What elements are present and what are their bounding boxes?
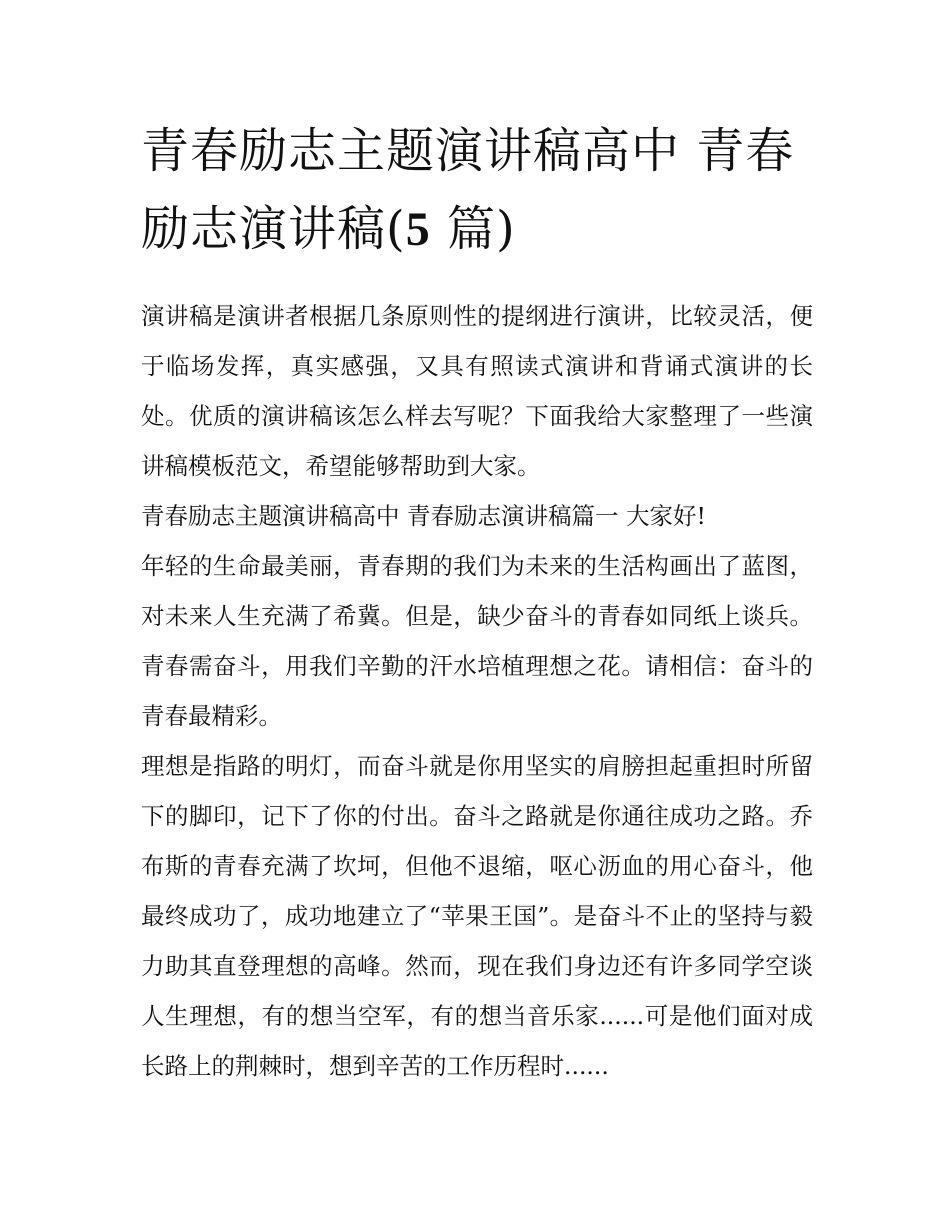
body-paragraph: 理想是指路的明灯，而奋斗就是你用坚实的肩膀担起重担时所留下的脚印，记下了你的付出。奋斗之路就是你通往成功之路。乔布斯的青春充满了坎坷，但他不退缩，呕心沥血的用心奋斗，他最终成功了，成功地建立了“苹果王国”。是奋斗不止的坚持与毅力助其直登理想的高峰。然而，现在我们身边还有许多同学空谈人生理想，有的想当空军，有的想当音乐家......可是他们面对成长路上的荆棘时，想到辛苦的工作历程时...... (141, 752, 813, 1080)
intro-paragraph: 演讲稿是演讲者根据几条原则性的提纲进行演讲，比较灵活，便于临场发挥，真实感强，又具有照读式演讲和背诵式演讲的长处。优质的演讲稿该怎么样去写呢？下面我给大家整理了一些演讲稿模板范文，希望能够帮助到大家。 (141, 302, 813, 480)
section-heading: 青春励志主题演讲稿高中 青春励志演讲稿篇一 大家好! (141, 502, 706, 530)
title-text-part2: 篇) (430, 201, 516, 257)
document-title (141, 112, 813, 269)
title-count: 5 (405, 203, 431, 256)
document-page (141, 112, 813, 1091)
title-text-part1: 青春励志主题演讲稿高中 青春励志演讲稿( (141, 123, 795, 257)
body-paragraph: 年轻的生命最美丽，青春期的我们为未来的生活构画出了蓝图，对未来人生充满了希冀。但是，缺少奋斗的青春如同纸上谈兵。青春需奋斗，用我们辛勤的汗水培植理想之花。请相信：奋斗的青春最精彩。 (141, 552, 813, 730)
